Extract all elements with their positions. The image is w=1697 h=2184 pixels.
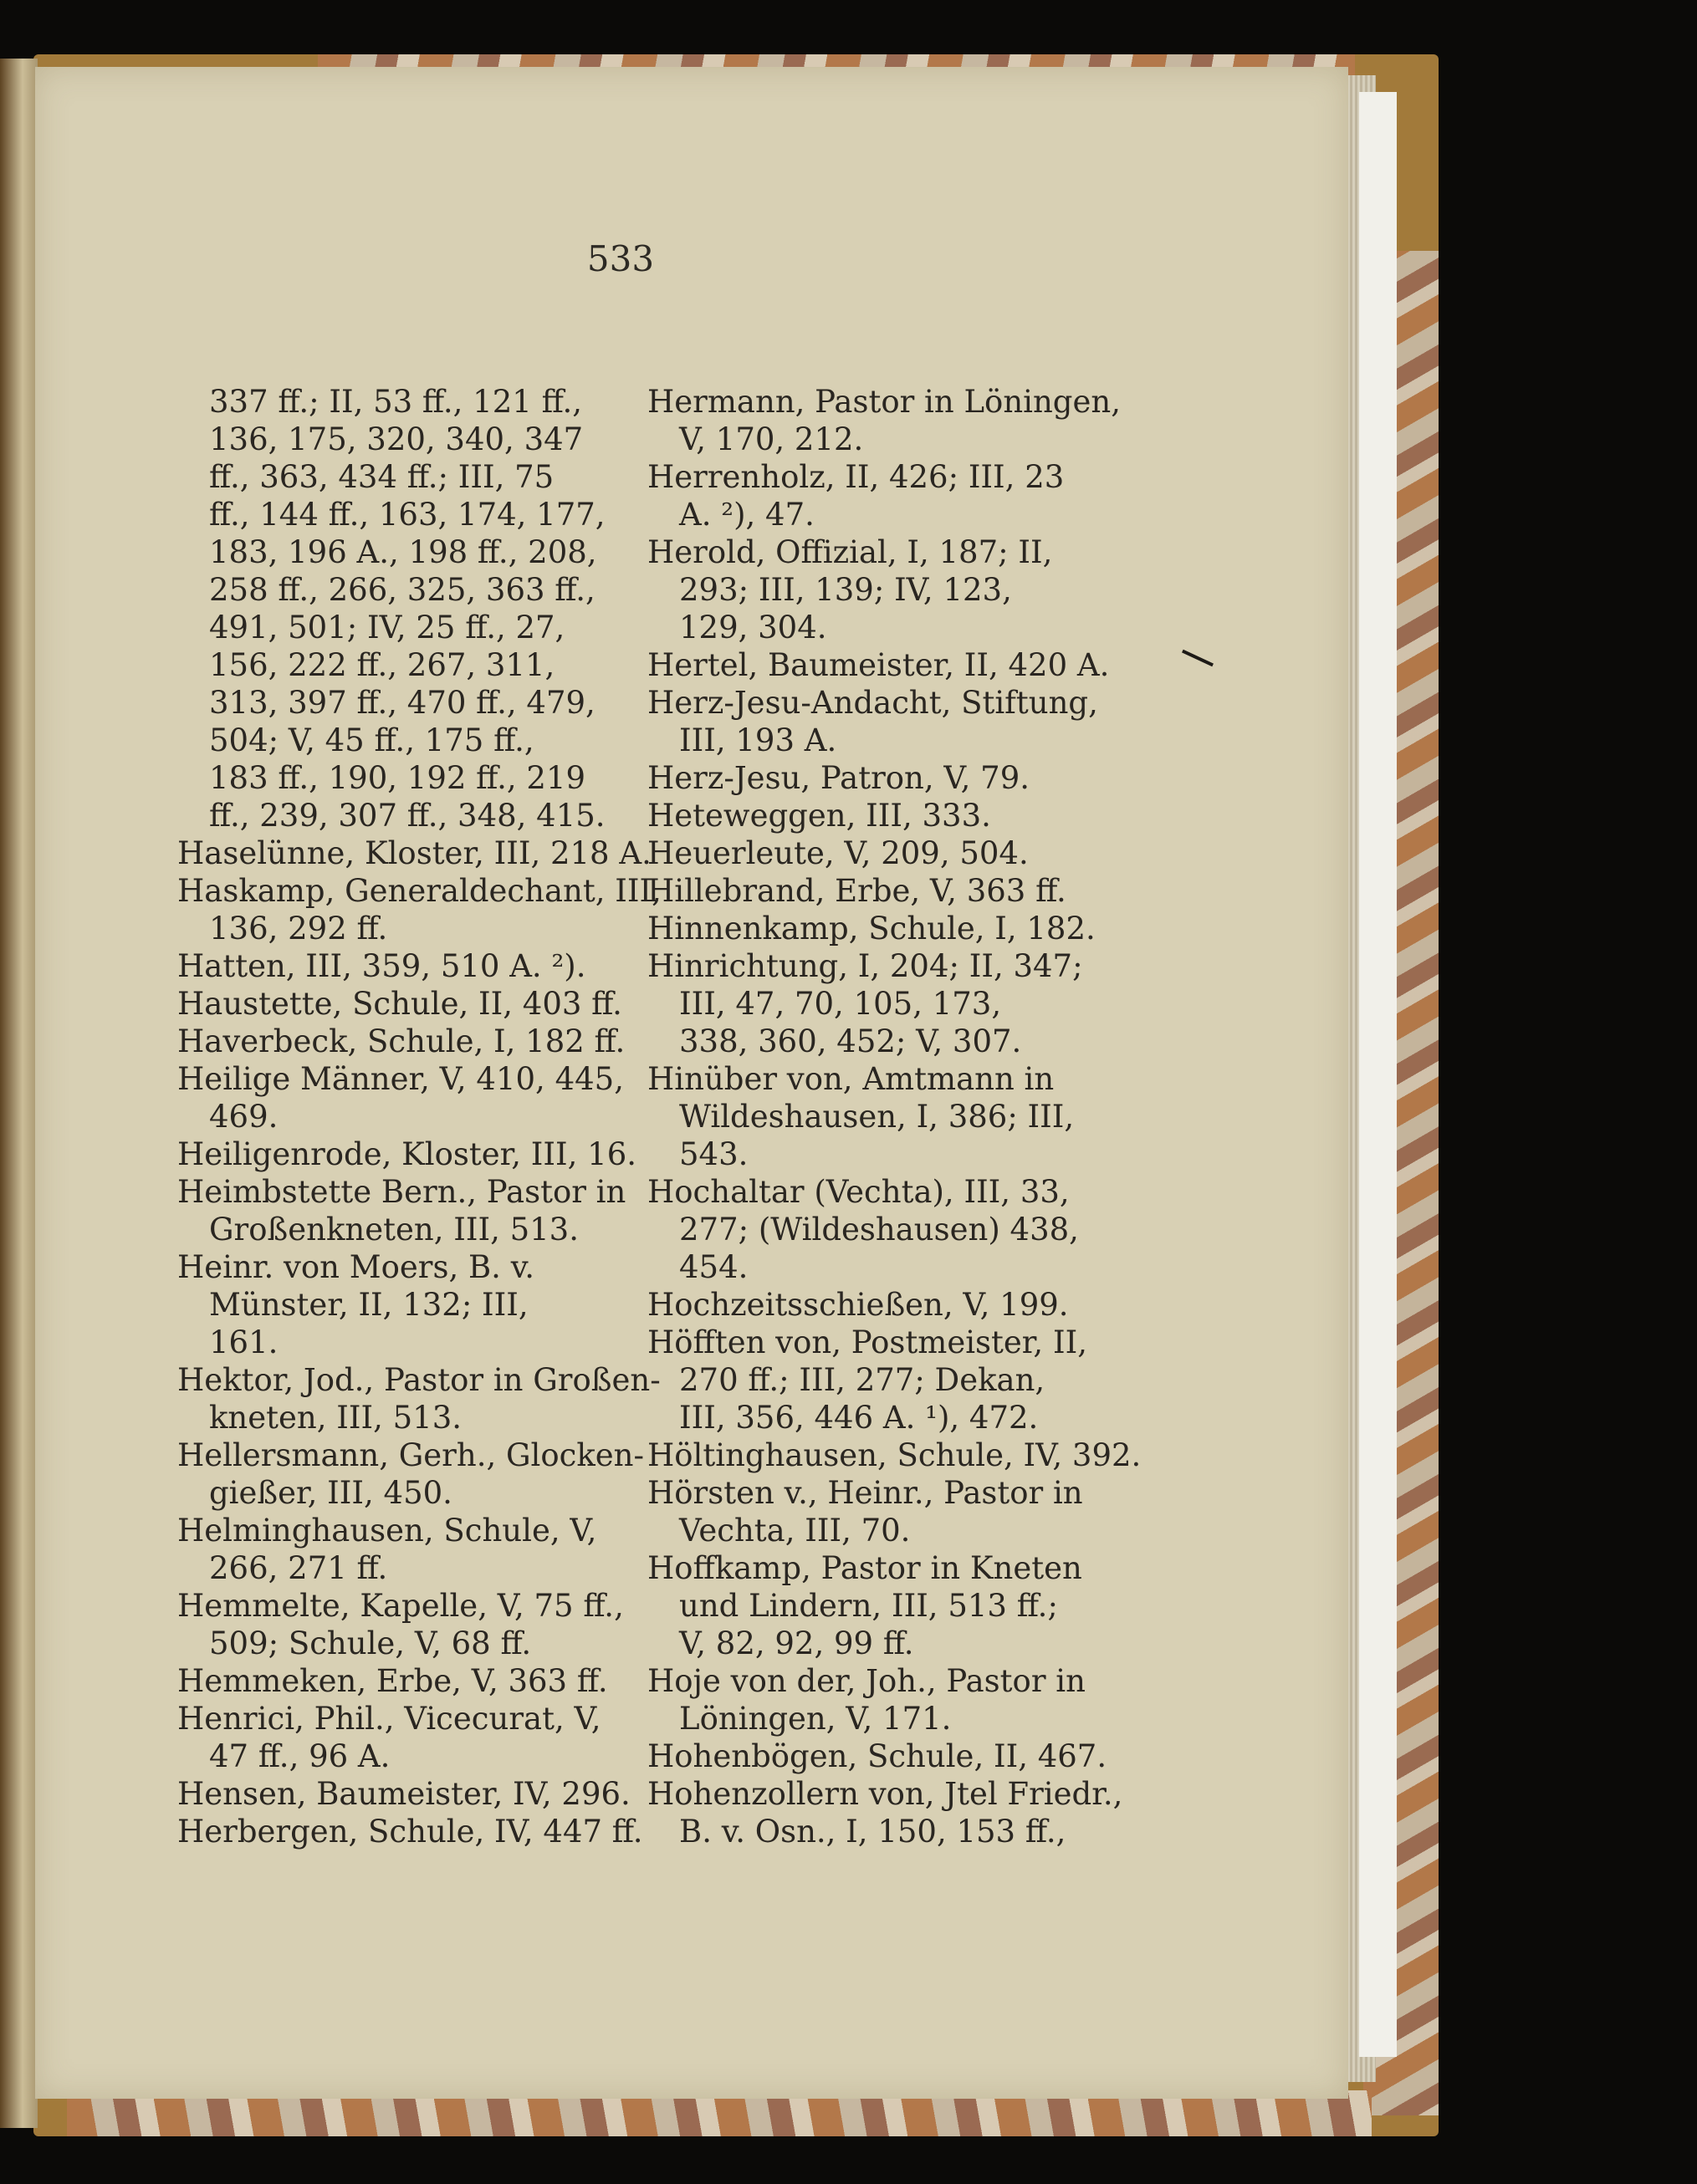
index-line: Haustette, Schule, II, 403 ff. <box>177 986 622 1022</box>
index-line: Heuerleute, V, 209, 504. <box>647 835 1029 871</box>
index-line: 258 ff., 266, 325, 363 ff., <box>209 572 595 608</box>
index-line: Hoje von der, Joh., Pastor in <box>647 1663 1086 1699</box>
index-line: Hillebrand, Erbe, V, 363 ff. <box>647 873 1066 909</box>
index-line: Haskamp, Generaldechant, III, <box>177 873 662 909</box>
index-line: Herrenholz, II, 426; III, 23 <box>647 459 1065 495</box>
index-line: gießer, III, 450. <box>209 1475 452 1511</box>
index-line: Hemmeken, Erbe, V, 363 ff. <box>177 1663 608 1699</box>
index-line: A. ²), 47. <box>679 497 815 533</box>
facing-page-edge <box>0 59 38 2128</box>
index-line: Herold, Offizial, I, 187; II, <box>647 534 1053 570</box>
index-line: Herz-Jesu-Andacht, Stiftung, <box>647 685 1098 721</box>
index-line: Höltinghausen, Schule, IV, 392. <box>647 1437 1142 1473</box>
index-line: Hellersmann, Gerh., Glocken- <box>177 1437 645 1473</box>
index-line: Hörsten v., Heinr., Pastor in <box>647 1475 1083 1511</box>
index-line: Herbergen, Schule, IV, 447 ff. <box>177 1814 643 1850</box>
index-line: 504; V, 45 ff., 175 ff., <box>209 722 534 758</box>
index-line: 469. <box>209 1099 279 1135</box>
index-line: 509; Schule, V, 68 ff. <box>209 1625 532 1661</box>
index-line: 136, 292 ff. <box>209 911 388 947</box>
index-line: 313, 397 ff., 470 ff., 479, <box>209 685 595 721</box>
index-line: Hemmelte, Kapelle, V, 75 ff., <box>177 1588 624 1624</box>
index-line: Hinnenkamp, Schule, I, 182. <box>647 911 1096 947</box>
index-line: Henrici, Phil., Vicecurat, V, <box>177 1701 601 1737</box>
index-line: 129, 304. <box>679 610 827 646</box>
index-line: III, 193 A. <box>679 722 837 758</box>
index-line: ff., 363, 434 ff.; III, 75 <box>209 459 555 495</box>
index-line: Hinüber von, Amtmann in <box>647 1061 1055 1097</box>
page-number: 533 <box>586 238 655 279</box>
index-line: Haverbeck, Schule, I, 182 ff. <box>177 1023 626 1059</box>
index-column-right <box>647 383 1142 1850</box>
index-line: V, 82, 92, 99 ff. <box>679 1625 914 1661</box>
index-line: Hatten, III, 359, 510 A. ²). <box>177 948 586 984</box>
index-line: Vechta, III, 70. <box>679 1513 911 1549</box>
index-line: 161. <box>209 1324 279 1360</box>
index-line: III, 47, 70, 105, 173, <box>679 986 1002 1022</box>
index-line: 183 ff., 190, 192 ff., 219 <box>209 760 586 796</box>
index-line: 338, 360, 452; V, 307. <box>679 1023 1022 1059</box>
index-line: Großenkneten, III, 513. <box>209 1212 579 1248</box>
index-line: B. v. Osn., I, 150, 153 ff., <box>679 1814 1066 1850</box>
index-line: Hermann, Pastor in Löningen, <box>647 384 1121 420</box>
index-line: 293; III, 139; IV, 123, <box>679 572 1012 608</box>
index-line: Münster, II, 132; III, <box>209 1287 529 1323</box>
index-line: Helminghausen, Schule, V, <box>177 1513 597 1549</box>
index-line: 136, 175, 320, 340, 347 <box>209 421 584 457</box>
index-line: III, 356, 446 A. ¹), 472. <box>679 1400 1039 1436</box>
index-line: ff., 144 ff., 163, 174, 177, <box>209 497 606 533</box>
book-page <box>35 67 1348 2099</box>
index-line: 454. <box>679 1249 749 1285</box>
index-line: Heimbstette Bern., Pastor in <box>177 1174 626 1210</box>
index-column-left <box>177 383 662 1850</box>
index-line: Hertel, Baumeister, II, 420 A. <box>647 647 1110 683</box>
index-line: Löningen, V, 171. <box>679 1701 952 1737</box>
index-line: V, 170, 212. <box>679 421 864 457</box>
index-line: Hohenbögen, Schule, II, 467. <box>647 1738 1107 1774</box>
index-line: kneten, III, 513. <box>209 1400 463 1436</box>
index-line: 277; (Wildeshausen) 438, <box>679 1212 1079 1248</box>
index-line: 491, 501; IV, 25 ff., 27, <box>209 610 565 646</box>
index-line: Hinrichtung, I, 204; II, 347; <box>647 948 1083 984</box>
index-line: Hohenzollern von, Jtel Friedr., <box>647 1776 1123 1812</box>
index-line: 337 ff.; II, 53 ff., 121 ff., <box>209 384 583 420</box>
pen-mark <box>1182 650 1214 667</box>
index-line: Hochaltar (Vechta), III, 33, <box>647 1174 1070 1210</box>
index-line: 183, 196 A., 198 ff., 208, <box>209 534 597 570</box>
index-line: Hektor, Jod., Pastor in Großen- <box>177 1362 661 1398</box>
index-line: Heiligenrode, Kloster, III, 16. <box>177 1136 637 1172</box>
index-line: und Lindern, III, 513 ff.; <box>679 1588 1058 1624</box>
index-line: Haselünne, Kloster, III, 218 A. <box>177 835 652 871</box>
index-line: 543. <box>679 1136 749 1172</box>
white-endpaper <box>1359 92 1397 2057</box>
index-line: ff., 239, 307 ff., 348, 415. <box>209 798 606 834</box>
index-line: Höfften von, Postmeister, II, <box>647 1324 1087 1360</box>
index-line: Wildeshausen, I, 386; III, <box>679 1099 1075 1135</box>
index-line: Hensen, Baumeister, IV, 296. <box>177 1776 631 1812</box>
index-line: Hochzeitsschießen, V, 199. <box>647 1287 1069 1323</box>
index-line: 270 ff.; III, 277; Dekan, <box>679 1362 1045 1398</box>
index-line: Herz-Jesu, Patron, V, 79. <box>647 760 1030 796</box>
index-line: Heinr. von Moers, B. v. <box>177 1249 534 1285</box>
index-line: 47 ff., 96 A. <box>209 1738 391 1774</box>
index-line: Hoffkamp, Pastor in Kneten <box>647 1550 1082 1586</box>
index-line: Heteweggen, III, 333. <box>647 798 991 834</box>
index-line: Heilige Männer, V, 410, 445, <box>177 1061 624 1097</box>
index-line: 156, 222 ff., 267, 311, <box>209 647 555 683</box>
index-line: 266, 271 ff. <box>209 1550 388 1586</box>
